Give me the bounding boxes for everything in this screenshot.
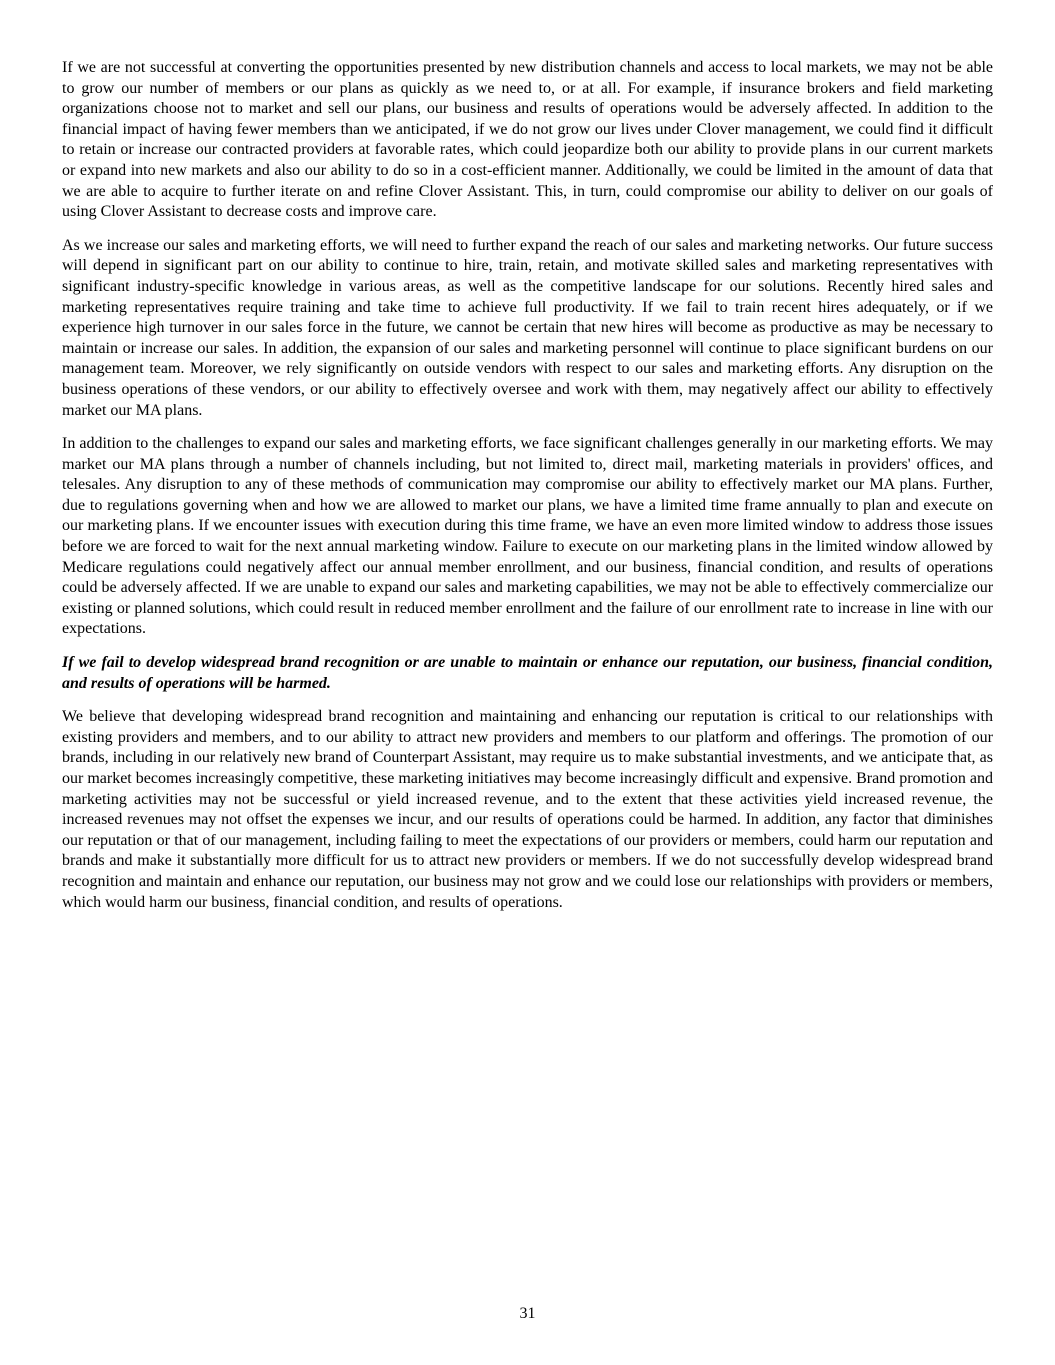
paragraph: As we increase our sales and marketing efforts, we will need to further expand the reach of our sales and marketing networks. Our future success will depend in significant part on our ability to continue to hire, train, retain, and motivate skilled sales and marketing representatives with significant industry-specific knowledge in various areas, as well as the competitive landscape for our solutions. Recently hired sales and marketing representatives require training and take time to achieve full productivity. If we fail to train recent hires adequately, or if we experience high turnover in our sales force in the future, we cannot be certain that new hires will become as productive as may be necessary to maintain or increase our sales. In addition, the expansion of our sales and marketing personnel will continue to place significant burdens on our management team. Moreover, we rely significantly on outside vendors with respect to our sales and marketing efforts. Any disruption on the business operations of these vendors, or our ability to effectively oversee and work with them, may negatively affect our ability to effectively market our MA plans.: [62, 236, 993, 419]
paragraph: We believe that developing widespread brand recognition and maintaining and enhancing our reputation is critical to our relationships with existing providers and members, and to our ability to attract new providers and members to our platform and offerings. The promotion of our brands, including in our relatively new brand of Counterpart Assistant, may require us to make substantial investments, and we anticipate that, as our market becomes increasingly competitive, these marketing initiatives may become increasingly difficult and expensive. Brand promotion and marketing activities may not be successful or yield increased revenue, and to the extent that these activities yield increased revenue, the increased revenues may not offset the expenses we incur, and our results of operations could be harmed. In addition, any factor that diminishes our reputation or that of our management, including failing to meet the expectations of our providers or members, could harm our reputation and brands and make it substantially more difficult for us to attract new providers or members. If we do not successfully develop widespread brand recognition and maintain and enhance our reputation, our business may not grow and we could lose our relationships with providers or members, which would harm our business, financial condition, and results of operations.: [62, 708, 993, 911]
document-body: [62, 58, 993, 926]
paragraph: In addition to the challenges to expand our sales and marketing efforts, we face significant challenges generally in our marketing efforts. We may market our MA plans through a number of channels including, but not limited to, direct mail, marketing materials in providers' offices, and telesales. Any disruption to any of these methods of communication may compromise our ability to effectively market our MA plans. Further, due to regulations governing when and how we are allowed to market our plans, we have a limited time frame annually to plan and execute on our marketing plans. If we encounter issues with execution during this time frame, we have an even more limited window to address those issues before we are forced to wait for the next annual marketing window. Failure to execute on our marketing plans in the limited window allowed by Medicare regulations could negatively affect our annual member enrollment, and our business, financial condition, and results of operations could be adversely affected. If we are unable to expand our sales and marketing capabilities, we may not be able to effectively commercialize our existing or planned solutions, which could result in reduced member enrollment and the failure of our enrollment rate to increase in line with our expectations.: [62, 435, 994, 638]
page-number: 31: [519, 1305, 536, 1322]
paragraph: If we are not successful at converting the opportunities presented by new distribution channels and access to local markets, we may not be able to grow our number of members or our plans as quickly as we need to, or at all. For example, if insurance brokers and field marketing organizations choose not to market and sell our plans, our business and results of operations would be adversely affected. In addition to the financial impact of having fewer members than we anticipated, if we do not grow our lives under Clover management, we could find it difficult to retain or increase our contracted providers at favorable rates, which could jeopardize both our ability to provide plans in our current markets or expand into new markets and also our ability to do so in a cost-efficient manner. Additionally, we could be limited in the amount of data that we are able to acquire to further iterate on and refine Clover Assistant. This, in turn, could compromise our ability to deliver on our goals of using Clover Assistant to decrease costs and improve care.: [62, 59, 993, 221]
section-heading: If we fail to develop widespread brand recognition or are unable to maintain or enhance our reputation, our business, financial condition, and results of operations will be harmed.: [62, 654, 993, 692]
